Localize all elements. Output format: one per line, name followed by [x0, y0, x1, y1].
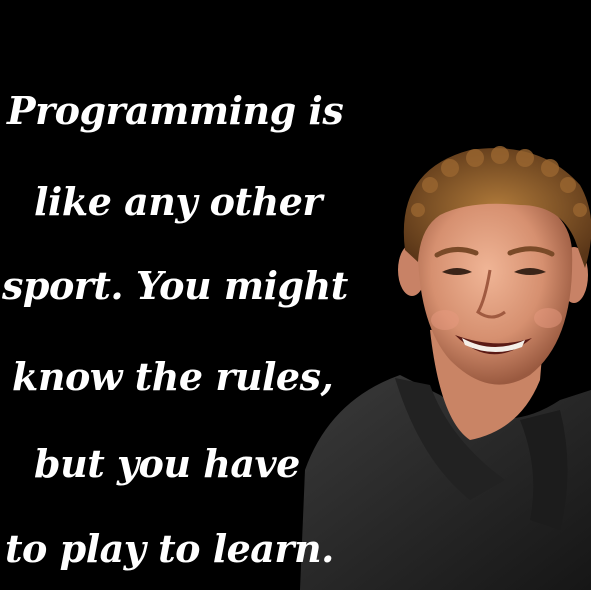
- quote-line-1: Programming is: [7, 88, 344, 133]
- quote-line-6: to play to learn.: [5, 526, 334, 571]
- quote-line-4: know the rules,: [12, 354, 334, 399]
- quote-line-5: but you have: [34, 441, 300, 486]
- quote-line-3: sport. You might: [2, 263, 348, 308]
- quote-line-2: like any other: [34, 179, 322, 224]
